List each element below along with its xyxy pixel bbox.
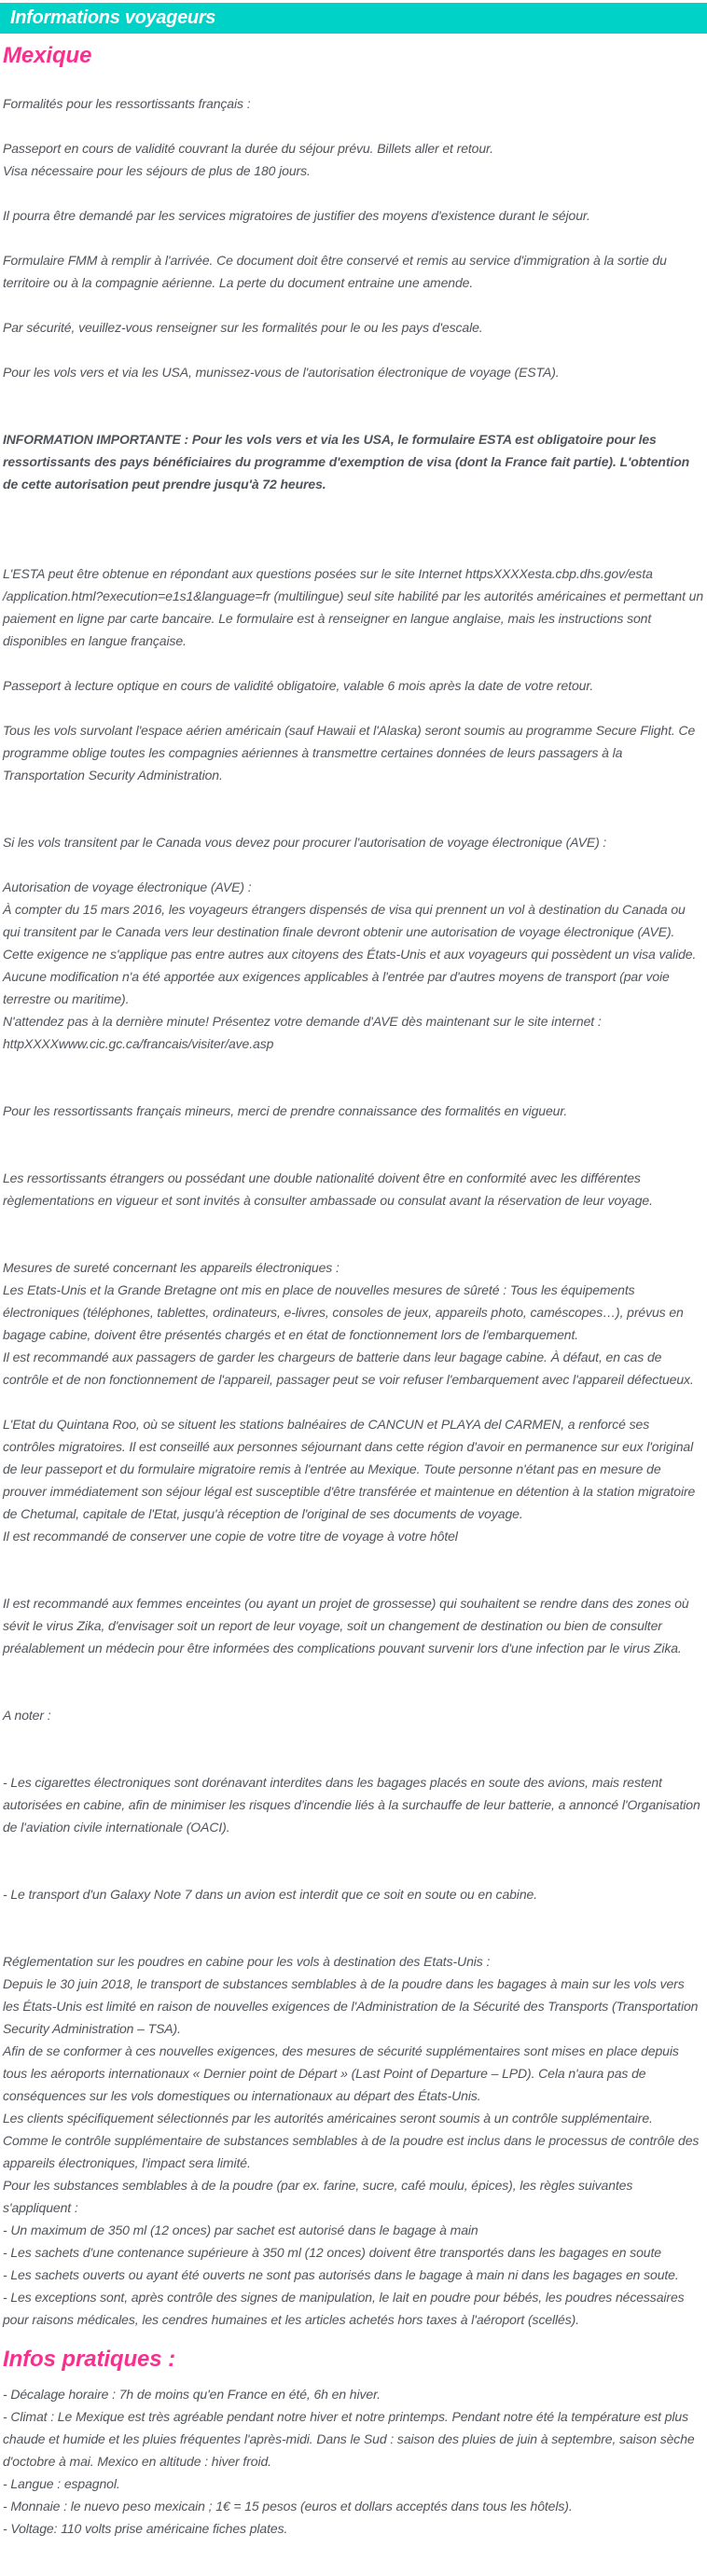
- paragraph: - Le transport d'un Galaxy Note 7 dans un avion est interdit que ce soit en soute ou en cabine.: [3, 1887, 537, 1902]
- paragraph: Il est recommandé aux femmes enceintes (ou ayant un projet de grossesse) qui souhaitent se rendre dans des zones où sévit le virus Zika, d'envisager soit un report de leur voyage, soit un changement de destination ou bien de consulter préalablement un médecin pour être informées des complications pouvant survenir lors d'une infection par le virus Zika.: [3, 1596, 689, 1655]
- paragraph: À compter du 15 mars 2016, les voyageurs étrangers dispensés de visa qui prennent un vol à destination du Canada ou qui transitent par le Canada vers leur destination finale devront obtenir une autorisation de voyage électronique (AVE). Cette exigence ne s'applique pas entre autres aux citoyens des États-Unis et aux voyageurs qui possèdent un visa valide. Aucune modification n'a été apportée aux exigences applicables à l'entrée par d'autres moyens de transport (par voie terrestre ou maritime).: [3, 902, 697, 1006]
- page-header-title: Informations voyageurs: [10, 7, 216, 28]
- paragraph: Par sécurité, veuillez-vous renseigner sur les formalités pour le ou les pays d'escale.: [3, 320, 483, 335]
- paragraph-block: [3, 1592, 704, 1659]
- paragraph-block: [3, 316, 704, 339]
- paragraph-block: [3, 1100, 704, 1122]
- infos-pratiques-heading: Infos pratiques :: [3, 2347, 175, 2372]
- paragraph: Pour les vols vers et via les USA, munissez-vous de l'autorisation électronique de voyage (ESTA).: [3, 365, 560, 380]
- paragraph: INFORMATION IMPORTANTE : Pour les vols vers et via les USA, le formulaire ESTA est obligatoire pour les ressortissants des pays bénéficiaires du programme d'exemption de visa (dont la France fait partie). L'obtention de cette autorisation peut prendre jusqu'à 72 heures.: [3, 432, 690, 492]
- paragraph-block: [3, 249, 704, 294]
- paragraph: Mesures de sureté concernant les appareils électroniques :: [3, 1260, 340, 1275]
- paragraph-block: [3, 1883, 704, 1905]
- paragraph: Il pourra être demandé par les services migratoires de justifier des moyens d'existence durant le séjour.: [3, 208, 590, 223]
- paragraph: - Les sachets d'une contenance supérieure à 350 ml (12 onces) doivent être transportés dans les bagages en soute: [3, 2245, 661, 2260]
- paragraph: Réglementation sur les poudres en cabine pour les vols à destination des Etats-Unis :: [3, 1954, 491, 1969]
- paragraph: N'attendez pas à la dernière minute! Présentez votre demande d'AVE dès maintenant sur le site internet : httpXXXXwww.cic.gc.ca/francais/visiter/ave.asp: [3, 1014, 602, 1051]
- paragraph-block: [3, 1771, 704, 1838]
- paragraph: Formulaire FMM à remplir à l'arrivée. Ce document doit être conservé et remis au service d'immigration à la sortie du territoire ou à la compagnie aérienne. La perte du document entraine une amende.: [3, 253, 667, 290]
- paragraph-block: [3, 562, 704, 652]
- paragraph: - Un maximum de 350 ml (12 onces) par sachet est autorisé dans le bagage à main: [3, 2223, 478, 2237]
- info-item: - Voltage: 110 volts prise américaine fiches plates.: [3, 2521, 288, 2536]
- info-item: - Langue : espagnol.: [3, 2476, 120, 2491]
- paragraph-block: [3, 1413, 704, 1547]
- paragraph: Les clients spécifiquement sélectionnés par les autorités américaines seront soumis à un contrôle supplémentaire.: [3, 2111, 653, 2126]
- paragraph: Les Etats-Unis et la Grande Bretagne ont mis en place de nouvelles mesures de sûreté : Tous les équipements électroniques (téléphones, tablettes, ordinateurs, e-livres, consoles de jeux, appareils photo, caméscopes…), prévus en bagage cabine, doivent être présentés chargés et en état de fonctionnement lors de l'embarquement.: [3, 1282, 684, 1342]
- paragraph: Si les vols transitent par le Canada vous devez pour procurer l'autorisation de voyage électronique (AVE) :: [3, 835, 607, 850]
- paragraph: Comme le contrôle supplémentaire de substances semblables à de la poudre est inclus dans le processus de contrôle des appareils électroniques, l'impact sera limité.: [3, 2133, 700, 2170]
- paragraph: Afin de se conformer à ces nouvelles exigences, des mesures de sécurité supplémentaires sont mises en place depuis tous les aéroports internationaux « Dernier point de Départ » (Last Point of Departure – LPD). Cela n'aura pas de conséquences sur les vols domestiques ou internationaux au départ des États-Unis.: [3, 2043, 679, 2103]
- infos-pratiques-section: [3, 2383, 704, 2540]
- paragraph: Autorisation de voyage électronique (AVE) :: [3, 879, 252, 894]
- paragraph: Depuis le 30 juin 2018, le transport de substances semblables à de la poudre dans les bagages à main sur les vols vers les États-Unis est limité en raison de nouvelles exigences de l'Administration de la Sécurité des Transports (Transportation Security Administration – TSA).: [3, 1976, 699, 2036]
- info-item: - Climat : Le Mexique est très agréable pendant notre hiver et notre printemps. Pendant notre été la température est plus chaude et humide et les pluies fréquentes l'après-midi. Dans le Sud : saison des pluies de juin à septembre, saison sèche d'octobre à mai. Mexico en altitude : hiver froid.: [3, 2409, 695, 2469]
- paragraph: Formalités pour les ressortissants français :: [3, 96, 251, 111]
- travel-info-page: [0, 3, 707, 2576]
- paragraph: Visa nécessaire pour les séjours de plus de 180 jours.: [3, 163, 311, 178]
- paragraph: Pour les ressortissants français mineurs, merci de prendre connaissance des formalités en vigueur.: [3, 1103, 568, 1118]
- paragraph-block: [3, 204, 704, 227]
- paragraph: Les ressortissants étrangers ou possédant une double nationalité doivent être en conformité avec les différentes règlementations en vigueur et sont invités à consulter ambassade ou consulat avant la réservation de leur voyage.: [3, 1170, 653, 1208]
- document-body: [0, 42, 707, 2564]
- paragraph: - Les sachets ouverts ou ayant été ouverts ne sont pas autorisés dans le bagage à main ni dans les bagages en soute.: [3, 2267, 679, 2282]
- paragraph-block: [3, 1256, 704, 1391]
- paragraph-block: [3, 137, 704, 182]
- paragraph-block: [3, 674, 704, 697]
- paragraph-block: [3, 1950, 704, 2331]
- info-item: - Monnaie : le nuevo peso mexicain ; 1€ = 15 pesos (euros et dollars acceptés dans tous les hôtels).: [3, 2499, 573, 2514]
- country-title: Mexique: [3, 43, 92, 68]
- paragraph: - Les exceptions sont, après contrôle des signes de manipulation, le lait en poudre pour bébés, les poudres nécessaires pour raisons médicales, les cendres humaines et les articles achetés hors taxes à l'aéroport (scellés).: [3, 2290, 685, 2327]
- paragraph-block: [3, 361, 704, 383]
- paragraph: Il est recommandé de conserver une copie de votre titre de voyage à votre hôtel: [3, 1529, 458, 1544]
- paragraph-block: [3, 92, 704, 115]
- paragraph-block: [3, 1167, 704, 1212]
- page-header-bar: [0, 3, 707, 34]
- paragraph-block: [3, 876, 704, 1055]
- paragraph-block: [3, 831, 704, 853]
- formalities-section: [3, 92, 704, 2331]
- paragraph: Tous les vols survolant l'espace aérien américain (sauf Hawaii et l'Alaska) seront soumis au programme Secure Flight. Ce programme oblige toutes les compagnies aériennes à transmettre certaines données de leurs passagers à la Transportation Security Administration.: [3, 723, 696, 782]
- paragraph-block: [3, 428, 704, 495]
- paragraph-block: [3, 1704, 704, 1726]
- paragraph: L'Etat du Quintana Roo, où se situent les stations balnéaires de CANCUN et PLAYA del CARMEN, a renforcé ses contrôles migratoires. Il est conseillé aux personnes séjournant dans cette région d'avoir en permanence sur eux l'original de leur passeport et du formulaire migratoire remis à l'entrée au Mexique. Toute personne n'étant pas en mesure de prouver immédiatement son séjour légal est susceptible d'être transférée et maintenue en détention à la station migratoire de Chetumal, capitale de l'Etat, jusqu'à réception de l'original de ses documents de voyage.: [3, 1417, 696, 1521]
- paragraph: L'ESTA peut être obtenue en répondant aux questions posées sur le site Internet httpsXXXXesta.cbp.dhs.gov/esta /application.html?execution=e1s1&language=fr (multilingue) seul site habilité par les autorités américaines et permettant un paiement en ligne par carte bancaire. Le formulaire est à renseigner en langue anglaise, mais les instructions sont disponibles en langue française.: [3, 566, 704, 648]
- paragraph: Passeport en cours de validité couvrant la durée du séjour prévu. Billets aller et retour.: [3, 141, 493, 156]
- paragraph: - Les cigarettes électroniques sont dorénavant interdites dans les bagages placés en soute des avions, mais restent autorisées en cabine, afin de minimiser les risques d'incendie liés à la surchauffe de leur batterie, a annoncé l'Organisation de l'aviation civile internationale (OACI).: [3, 1775, 700, 1835]
- info-item: - Décalage horaire : 7h de moins qu'en France en été, 6h en hiver.: [3, 2387, 381, 2402]
- paragraph: Pour les substances semblables à de la poudre (par ex. farine, sucre, café moulu, épices), les règles suivantes s'appliquent :: [3, 2178, 633, 2215]
- paragraph: A noter :: [3, 1708, 51, 1723]
- paragraph: Il est recommandé aux passagers de garder les chargeurs de batterie dans leur bagage cabine. À défaut, en cas de contrôle et de non fonctionnement de l'appareil, passager peut se voir refuser l'embarquement avec l'appareil défectueux.: [3, 1350, 694, 1387]
- paragraph-block: [3, 719, 704, 786]
- paragraph: Passeport à lecture optique en cours de validité obligatoire, valable 6 mois après la date de votre retour.: [3, 678, 594, 693]
